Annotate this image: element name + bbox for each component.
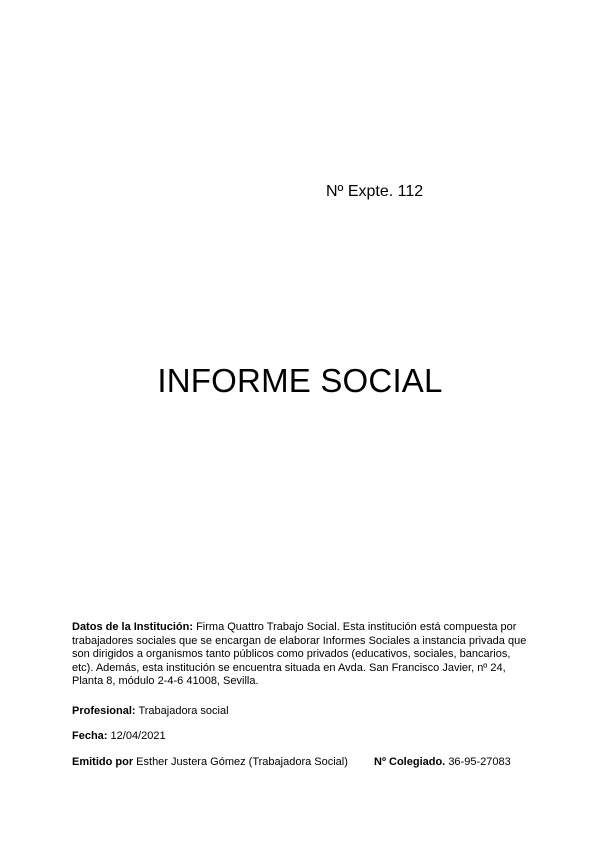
- date-line: [72, 730, 528, 744]
- professional-line: [72, 705, 528, 719]
- professional-label: Profesional:: [72, 705, 136, 717]
- collegiate-label: Nº Colegiado.: [374, 756, 446, 768]
- issued-by-label: Emitido por: [72, 756, 134, 768]
- expediente-number: Nº Expte. 112: [326, 183, 424, 200]
- institution-label: Datos de la Institución:: [72, 621, 194, 633]
- date-value: 12/04/2021: [110, 730, 166, 742]
- date-label: Fecha:: [72, 730, 108, 742]
- document-title: [0, 362, 600, 400]
- institution-text: Firma Quattro Trabajo Social. Esta institución está compuesta por trabajadores sociales que se encargan de elaborar Informes Sociales a instancia privada que son dirigidos a organismos tanto públicos como privados (educativos, sociales, bancarios, etc). Además, esta institución se encuentra situada en Avda. San Francisco Javier, nº 24, Planta 8, módulo 2-4-6 41008, Sevilla.: [72, 621, 527, 688]
- document-title-text: INFORME SOCIAL: [157, 362, 443, 399]
- collegiate-number: [374, 756, 511, 770]
- collegiate-value: 36-95-27083: [448, 756, 511, 768]
- institution-data: [72, 621, 528, 689]
- issued-by-value: Esther Justera Gómez (Trabajadora Social): [136, 756, 348, 768]
- professional-value: Trabajadora social: [138, 705, 229, 717]
- issued-by-line: [72, 756, 542, 770]
